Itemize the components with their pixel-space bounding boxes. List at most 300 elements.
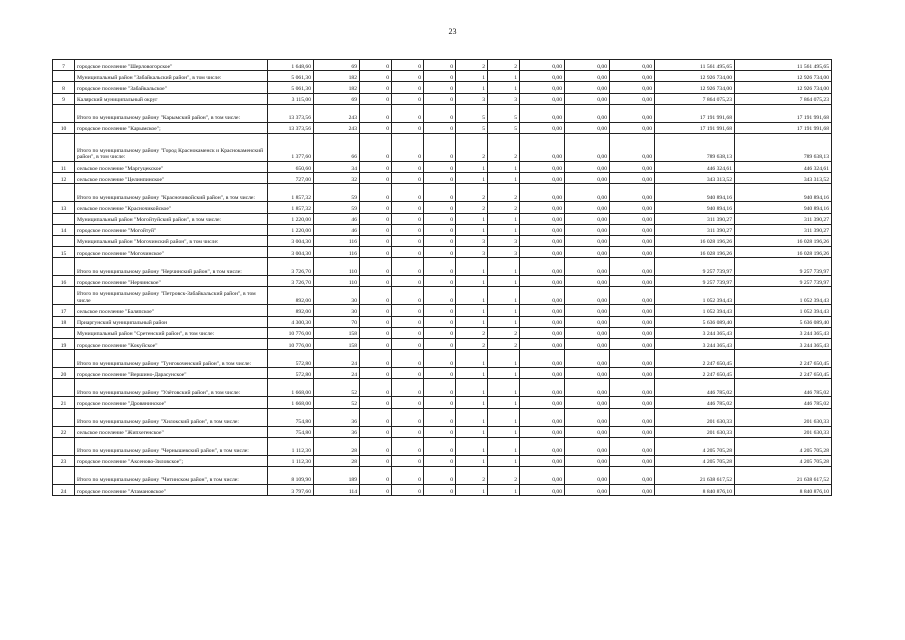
- row-col11: 4 205 705,28: [655, 455, 735, 466]
- row-col6: 1: [456, 426, 488, 437]
- row-people: 59: [314, 202, 360, 213]
- row-col12: 940 894,16: [735, 184, 832, 202]
- row-col8: 0,00: [520, 287, 565, 305]
- row-col9: 0,00: [565, 379, 610, 397]
- row-col4: 0: [392, 316, 424, 327]
- row-number: [53, 466, 75, 484]
- row-col3: 0: [360, 60, 392, 71]
- row-col10: 0,00: [610, 455, 655, 466]
- row-people: 66: [314, 133, 360, 161]
- row-col7: 1: [488, 484, 520, 495]
- row-col10: 0,00: [610, 426, 655, 437]
- row-people: 46: [314, 213, 360, 224]
- row-area: 1 377,60: [268, 133, 314, 161]
- row-col5: 0: [424, 173, 456, 184]
- row-col7: 1: [488, 213, 520, 224]
- row-col5: 0: [424, 202, 456, 213]
- row-people: 32: [314, 173, 360, 184]
- table-row: [53, 368, 832, 379]
- row-col10: 0,00: [610, 93, 655, 104]
- table-row: [53, 60, 832, 71]
- row-col4: 0: [392, 339, 424, 350]
- row-col4: 0: [392, 213, 424, 224]
- row-col8: 0,00: [520, 426, 565, 437]
- row-col11: 17 191 991,68: [655, 122, 735, 133]
- row-col3: 0: [360, 224, 392, 235]
- row-col11: 9 257 739,97: [655, 258, 735, 276]
- row-col6: 2: [456, 339, 488, 350]
- row-area: 1 112,30: [268, 455, 314, 466]
- row-col10: 0,00: [610, 122, 655, 133]
- table-row: [53, 202, 832, 213]
- row-col9: 0,00: [565, 258, 610, 276]
- table-row: [53, 213, 832, 224]
- row-col4: 0: [392, 184, 424, 202]
- row-col8: 0,00: [520, 316, 565, 327]
- row-col10: 0,00: [610, 305, 655, 316]
- row-col9: 0,00: [565, 276, 610, 287]
- row-col7: 5: [488, 122, 520, 133]
- row-col6: 1: [456, 71, 488, 82]
- row-people: 158: [314, 327, 360, 338]
- table-row: [53, 133, 832, 161]
- row-col7: 1: [488, 437, 520, 455]
- row-name: городское поселение "Нерчинское": [75, 276, 268, 287]
- row-number: 11: [53, 161, 75, 172]
- row-area: 1 668,00: [268, 379, 314, 397]
- row-col8: 0,00: [520, 213, 565, 224]
- row-col6: 1: [456, 397, 488, 408]
- row-col8: 0,00: [520, 484, 565, 495]
- row-people: 36: [314, 408, 360, 426]
- row-col9: 0,00: [565, 247, 610, 258]
- row-col11: 12 926 734,00: [655, 71, 735, 82]
- row-area: 5 061,30: [268, 82, 314, 93]
- row-area: 1 668,00: [268, 397, 314, 408]
- row-col4: 0: [392, 408, 424, 426]
- row-col11: 343 313,52: [655, 173, 735, 184]
- row-col3: 0: [360, 93, 392, 104]
- row-col6: 5: [456, 104, 488, 122]
- row-col12: 16 028 196,26: [735, 247, 832, 258]
- row-number: [53, 133, 75, 161]
- row-col9: 0,00: [565, 173, 610, 184]
- row-col10: 0,00: [610, 466, 655, 484]
- row-col3: 0: [360, 484, 392, 495]
- row-col4: 0: [392, 276, 424, 287]
- row-col10: 0,00: [610, 213, 655, 224]
- row-col10: 0,00: [610, 104, 655, 122]
- row-col3: 0: [360, 82, 392, 93]
- row-col6: 1: [456, 455, 488, 466]
- table-row: [53, 287, 832, 305]
- row-col7: 1: [488, 305, 520, 316]
- row-name: сельское поселение "Красночикойское": [75, 202, 268, 213]
- row-name: городское поселение "Вершино-Дарасунское": [75, 368, 268, 379]
- row-col7: 3: [488, 235, 520, 246]
- row-number: [53, 327, 75, 338]
- row-name: городское поселение "Аксеново-Зиловское";: [75, 455, 268, 466]
- row-col9: 0,00: [565, 122, 610, 133]
- row-col10: 0,00: [610, 224, 655, 235]
- row-col10: 0,00: [610, 161, 655, 172]
- row-people: 28: [314, 455, 360, 466]
- row-area: 754,80: [268, 426, 314, 437]
- row-col8: 0,00: [520, 71, 565, 82]
- row-col9: 0,00: [565, 437, 610, 455]
- row-col6: 1: [456, 276, 488, 287]
- row-number: [53, 213, 75, 224]
- row-col7: 1: [488, 287, 520, 305]
- row-col3: 0: [360, 379, 392, 397]
- row-col8: 0,00: [520, 437, 565, 455]
- row-col3: 0: [360, 173, 392, 184]
- row-col12: 4 205 705,28: [735, 437, 832, 455]
- row-number: 9: [53, 93, 75, 104]
- row-name: Итого по муниципальному району "Читинском район", в том числе:: [75, 466, 268, 484]
- row-col7: 1: [488, 161, 520, 172]
- row-number: [53, 258, 75, 276]
- row-col3: 0: [360, 350, 392, 368]
- row-col6: 2: [456, 60, 488, 71]
- row-col5: 0: [424, 276, 456, 287]
- row-col12: 9 257 739,97: [735, 258, 832, 276]
- row-col9: 0,00: [565, 213, 610, 224]
- row-col7: 1: [488, 455, 520, 466]
- row-col10: 0,00: [610, 235, 655, 246]
- row-col7: 2: [488, 184, 520, 202]
- row-number: 7: [53, 60, 75, 71]
- row-col3: 0: [360, 184, 392, 202]
- row-col9: 0,00: [565, 484, 610, 495]
- row-col3: 0: [360, 71, 392, 82]
- row-col4: 0: [392, 71, 424, 82]
- row-col4: 0: [392, 247, 424, 258]
- row-col9: 0,00: [565, 82, 610, 93]
- row-col4: 0: [392, 437, 424, 455]
- row-col3: 0: [360, 455, 392, 466]
- row-col11: 940 894,16: [655, 184, 735, 202]
- row-col5: 0: [424, 368, 456, 379]
- row-name: Итого по муниципальному району "Нерчинский район", в том числе:: [75, 258, 268, 276]
- row-area: 10 776,00: [268, 339, 314, 350]
- row-col11: 3 244 365,43: [655, 327, 735, 338]
- row-col11: 11 561 495,65: [655, 60, 735, 71]
- row-col11: 21 638 617,52: [655, 466, 735, 484]
- row-col12: 789 638,13: [735, 133, 832, 161]
- row-name: Итого по муниципальному району "Хилокский район", в том числе:: [75, 408, 268, 426]
- row-col5: 0: [424, 104, 456, 122]
- row-col11: 7 864 075,23: [655, 93, 735, 104]
- row-col12: 3 244 365,43: [735, 327, 832, 338]
- row-col5: 0: [424, 93, 456, 104]
- row-col12: 7 864 075,23: [735, 93, 832, 104]
- table-row: [53, 173, 832, 184]
- row-col4: 0: [392, 397, 424, 408]
- table-row: [53, 247, 832, 258]
- row-col7: 1: [488, 397, 520, 408]
- row-col9: 0,00: [565, 397, 610, 408]
- row-col5: 0: [424, 339, 456, 350]
- row-name: Приаргунский муниципальный район: [75, 316, 268, 327]
- row-name: сельское поселение "Маргуцекское": [75, 161, 268, 172]
- row-col7: 2: [488, 466, 520, 484]
- row-col12: 2 247 650,45: [735, 350, 832, 368]
- row-col5: 0: [424, 161, 456, 172]
- row-col4: 0: [392, 287, 424, 305]
- row-col4: 0: [392, 173, 424, 184]
- row-number: 19: [53, 339, 75, 350]
- row-col9: 0,00: [565, 316, 610, 327]
- row-col8: 0,00: [520, 247, 565, 258]
- row-name: Итого по муниципальному району "Петровск-Забайкальский район", в том числе: [75, 287, 268, 305]
- table-row: [53, 426, 832, 437]
- row-name: Муниципальный район "Могойтуйский район", в том числе:: [75, 213, 268, 224]
- row-col11: 311 390,27: [655, 224, 735, 235]
- row-col3: 0: [360, 305, 392, 316]
- row-col10: 0,00: [610, 60, 655, 71]
- row-col8: 0,00: [520, 258, 565, 276]
- row-col10: 0,00: [610, 379, 655, 397]
- row-col10: 0,00: [610, 71, 655, 82]
- row-col5: 0: [424, 71, 456, 82]
- table-row: [53, 327, 832, 338]
- row-col3: 0: [360, 466, 392, 484]
- row-col8: 0,00: [520, 350, 565, 368]
- row-col8: 0,00: [520, 379, 565, 397]
- row-col4: 0: [392, 93, 424, 104]
- row-col3: 0: [360, 213, 392, 224]
- row-col11: 8 840 876,10: [655, 484, 735, 495]
- program-table: [52, 59, 832, 496]
- row-col12: 3 244 365,43: [735, 339, 832, 350]
- table-row: [53, 437, 832, 455]
- row-col11: 1 052 394,43: [655, 305, 735, 316]
- row-col7: 2: [488, 133, 520, 161]
- table-row: [53, 466, 832, 484]
- row-col11: 1 052 394,43: [655, 287, 735, 305]
- row-number: [53, 287, 75, 305]
- row-col10: 0,00: [610, 247, 655, 258]
- row-col9: 0,00: [565, 71, 610, 82]
- row-people: 52: [314, 397, 360, 408]
- row-col12: 21 638 617,52: [735, 466, 832, 484]
- row-col7: 1: [488, 316, 520, 327]
- row-col10: 0,00: [610, 397, 655, 408]
- row-area: 13 373,56: [268, 122, 314, 133]
- row-col7: 1: [488, 408, 520, 426]
- row-col4: 0: [392, 484, 424, 495]
- row-area: 572,80: [268, 368, 314, 379]
- row-number: [53, 184, 75, 202]
- row-col12: 12 926 734,00: [735, 71, 832, 82]
- row-col9: 0,00: [565, 305, 610, 316]
- row-col10: 0,00: [610, 484, 655, 495]
- row-col3: 0: [360, 235, 392, 246]
- row-col5: 0: [424, 60, 456, 71]
- row-number: 12: [53, 173, 75, 184]
- row-col9: 0,00: [565, 408, 610, 426]
- row-col9: 0,00: [565, 350, 610, 368]
- row-col5: 0: [424, 122, 456, 133]
- row-col12: 446 324,61: [735, 161, 832, 172]
- table-row: [53, 71, 832, 82]
- table-row: [53, 161, 832, 172]
- row-col11: 446 785,02: [655, 397, 735, 408]
- row-col3: 0: [360, 426, 392, 437]
- row-col3: 0: [360, 202, 392, 213]
- row-col5: 0: [424, 397, 456, 408]
- row-col7: 1: [488, 71, 520, 82]
- row-col4: 0: [392, 104, 424, 122]
- row-col3: 0: [360, 287, 392, 305]
- row-col4: 0: [392, 305, 424, 316]
- row-area: 10 776,00: [268, 327, 314, 338]
- row-name: сельское поселение "Баляпское": [75, 305, 268, 316]
- row-col7: 1: [488, 276, 520, 287]
- row-col9: 0,00: [565, 202, 610, 213]
- row-number: [53, 379, 75, 397]
- table-row: [53, 184, 832, 202]
- row-col6: 1: [456, 213, 488, 224]
- row-col10: 0,00: [610, 258, 655, 276]
- row-number: [53, 104, 75, 122]
- row-col10: 0,00: [610, 287, 655, 305]
- row-col4: 0: [392, 122, 424, 133]
- row-name: городское поселение "Забайкальское": [75, 82, 268, 93]
- row-col7: 1: [488, 173, 520, 184]
- row-area: 892,00: [268, 287, 314, 305]
- row-col7: 2: [488, 202, 520, 213]
- row-col4: 0: [392, 224, 424, 235]
- row-col8: 0,00: [520, 93, 565, 104]
- row-people: 24: [314, 350, 360, 368]
- row-col8: 0,00: [520, 368, 565, 379]
- row-col6: 1: [456, 305, 488, 316]
- row-area: 3 004,30: [268, 235, 314, 246]
- table-row: [53, 122, 832, 133]
- row-area: 1 220,00: [268, 213, 314, 224]
- row-name: Итого по муниципальному району "Красночикойский район", в том числе:: [75, 184, 268, 202]
- row-number: 18: [53, 316, 75, 327]
- row-col7: 1: [488, 224, 520, 235]
- row-name: городское поселение "Шерловогорское": [75, 60, 268, 71]
- table-row: [53, 224, 832, 235]
- table-row: [53, 397, 832, 408]
- row-col9: 0,00: [565, 368, 610, 379]
- row-col7: 5: [488, 104, 520, 122]
- row-area: 13 373,56: [268, 104, 314, 122]
- row-number: 21: [53, 397, 75, 408]
- row-col11: 789 638,13: [655, 133, 735, 161]
- row-area: 3 726,70: [268, 276, 314, 287]
- row-name: Итого по муниципальному району "Карымский район", в том числе:: [75, 104, 268, 122]
- row-people: 110: [314, 276, 360, 287]
- row-col11: 3 244 365,43: [655, 339, 735, 350]
- row-col11: 446 324,61: [655, 161, 735, 172]
- row-people: 24: [314, 368, 360, 379]
- row-col9: 0,00: [565, 224, 610, 235]
- row-col12: 8 840 876,10: [735, 484, 832, 495]
- row-col8: 0,00: [520, 397, 565, 408]
- row-col11: 201 630,33: [655, 408, 735, 426]
- row-area: 1 648,60: [268, 60, 314, 71]
- row-col5: 0: [424, 379, 456, 397]
- row-number: 13: [53, 202, 75, 213]
- row-people: 243: [314, 104, 360, 122]
- row-col12: 201 630,33: [735, 426, 832, 437]
- row-area: 1 857,32: [268, 184, 314, 202]
- row-col8: 0,00: [520, 339, 565, 350]
- row-col5: 0: [424, 82, 456, 93]
- row-col10: 0,00: [610, 368, 655, 379]
- table-row: [53, 484, 832, 495]
- row-number: 23: [53, 455, 75, 466]
- row-col3: 0: [360, 339, 392, 350]
- row-area: 1 220,00: [268, 224, 314, 235]
- row-name: Итого по муниципальному району "Город Краснокаменск и Краснокаменский район", в том числе:: [75, 133, 268, 161]
- row-area: 892,00: [268, 305, 314, 316]
- page-number: 23: [448, 27, 457, 36]
- row-people: 70: [314, 316, 360, 327]
- row-col6: 2: [456, 184, 488, 202]
- row-col3: 0: [360, 247, 392, 258]
- row-people: 30: [314, 305, 360, 316]
- row-col9: 0,00: [565, 327, 610, 338]
- row-number: 22: [53, 426, 75, 437]
- row-col11: 2 247 650,45: [655, 368, 735, 379]
- row-number: 20: [53, 368, 75, 379]
- row-col3: 0: [360, 104, 392, 122]
- row-col10: 0,00: [610, 82, 655, 93]
- row-col8: 0,00: [520, 173, 565, 184]
- row-col6: 1: [456, 82, 488, 93]
- row-people: 182: [314, 71, 360, 82]
- row-col6: 1: [456, 350, 488, 368]
- row-col8: 0,00: [520, 60, 565, 71]
- row-col9: 0,00: [565, 235, 610, 246]
- row-col12: 201 630,33: [735, 408, 832, 426]
- table-row: [53, 455, 832, 466]
- row-col5: 0: [424, 316, 456, 327]
- row-col6: 1: [456, 368, 488, 379]
- row-col6: 1: [456, 379, 488, 397]
- row-people: 59: [314, 184, 360, 202]
- row-name: Итого по муниципальному району "Улётовский район", в том числе:: [75, 379, 268, 397]
- row-col6: 3: [456, 247, 488, 258]
- row-col5: 0: [424, 184, 456, 202]
- table-row: [53, 408, 832, 426]
- row-col12: 2 247 650,45: [735, 368, 832, 379]
- row-col10: 0,00: [610, 184, 655, 202]
- row-area: 1 112,30: [268, 437, 314, 455]
- row-col11: 17 191 991,68: [655, 104, 735, 122]
- row-col9: 0,00: [565, 133, 610, 161]
- row-col11: 4 205 705,28: [655, 437, 735, 455]
- row-col7: 1: [488, 350, 520, 368]
- row-col3: 0: [360, 122, 392, 133]
- row-people: 110: [314, 258, 360, 276]
- row-name: городское поселение "Атамановское": [75, 484, 268, 495]
- row-col3: 0: [360, 437, 392, 455]
- row-col3: 0: [360, 258, 392, 276]
- row-col12: 311 390,27: [735, 213, 832, 224]
- row-col8: 0,00: [520, 122, 565, 133]
- row-area: 650,60: [268, 161, 314, 172]
- row-number: 15: [53, 247, 75, 258]
- row-col4: 0: [392, 161, 424, 172]
- row-number: 17: [53, 305, 75, 316]
